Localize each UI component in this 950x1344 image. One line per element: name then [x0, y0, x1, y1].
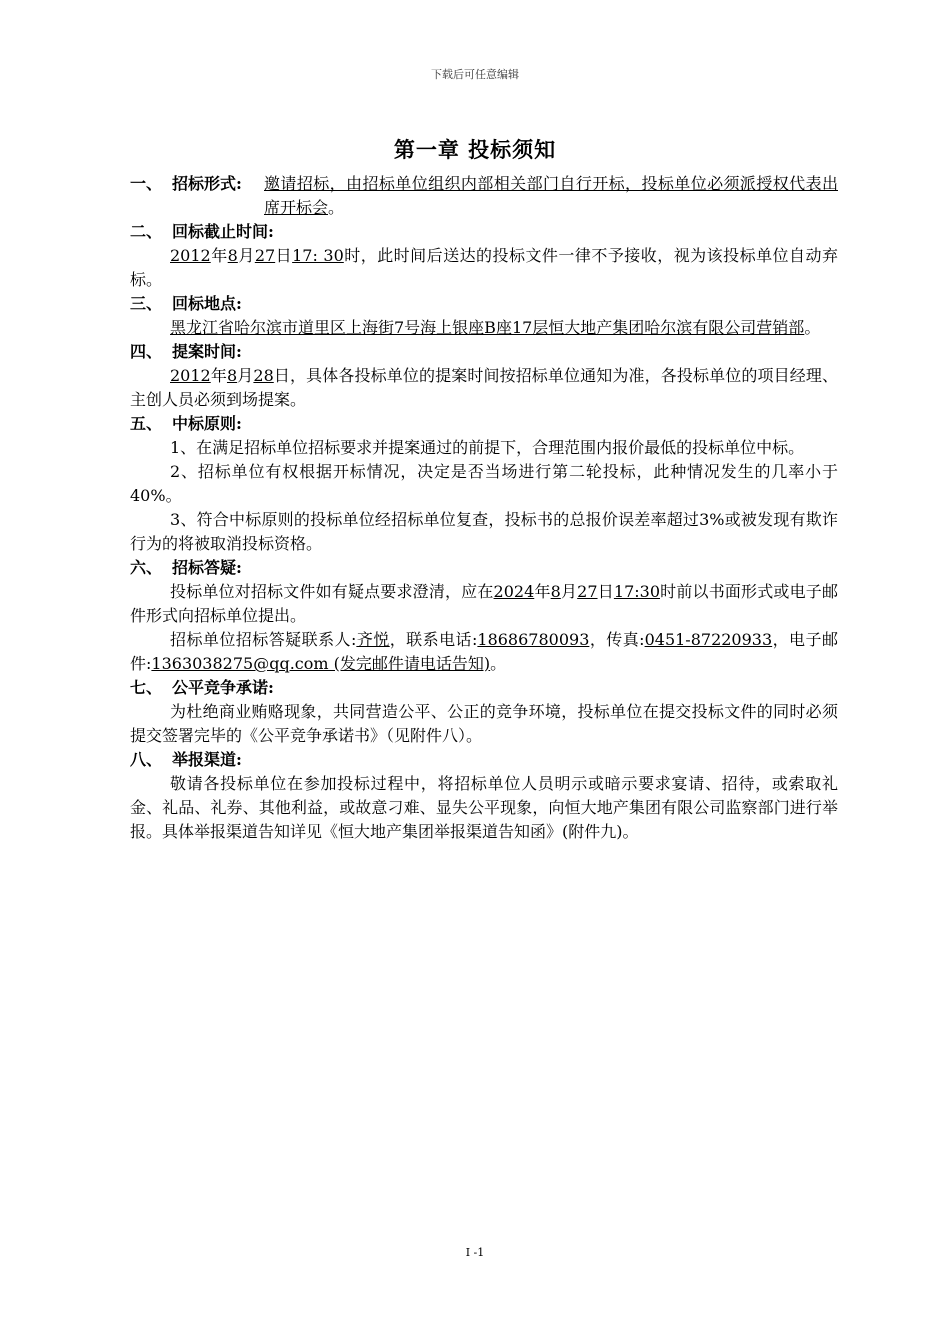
section-8-body: 敬请各投标单位在参加投标过程中，将招标单位人员明示或暗示要求宴请、招待，或索取礼金、礼品、礼券、其他利益，或故意刁难、显失公平现象，向恒大地产集团有限公司监察部门进行举报。具体举报渠道告知详见《恒大地产集团举报渠道告知函》(附件九)。 [130, 774, 838, 841]
download-note: 下载后可任意编辑 [431, 68, 519, 81]
section-6-heading: 六、 招标答疑: [130, 558, 242, 577]
section-5-item-1: 1、在满足招标单位招标要求并提案通过的前提下，合理范围内报价最低的投标单位中标。 [170, 438, 805, 457]
page-number: I -1 [465, 1246, 485, 1259]
section-5-item-2: 2、招标单位有权根据开标情况，决定是否当场进行第二轮投标，此种情况发生的几率小于40%。 [130, 462, 838, 505]
section-6-deadline: 投标单位对招标文件如有疑点要求澄清，应在2024年8月27日17:30时前以书面形式或电子邮件形式向招标单位提出。 [130, 582, 838, 625]
section-4-body: 2012年8月28日，具体各投标单位的提案时间按招标单位通知为准，各投标单位的项目经理、主创人员必须到场提案。 [130, 366, 838, 409]
chapter-title: 第一章 投标须知 [393, 137, 557, 162]
section-3-heading: 三、 回标地点: [130, 294, 242, 313]
section-1-heading: 一、 招标形式: [130, 174, 242, 193]
contact-person: 齐悦 [356, 630, 390, 649]
section-5-item-3: 3、符合中标原则的投标单位经招标单位复查，投标书的总报价误差率超过3%或被发现有欺诈行为的将被取消投标资格。 [130, 510, 838, 553]
section-1-body: 邀请招标，由招标单位组织内部相关部门自行开标，投标单位必须派授权代表出席开标会。 [264, 174, 838, 217]
contact-fax: 0451-87220933 [644, 630, 773, 649]
document-body [130, 172, 838, 844]
section-7-body: 为杜绝商业贿赂现象，共同营造公平、公正的竞争环境，投标单位在提交投标文件的同时必须提交签署完毕的《公平竞争承诺书》（见附件八）。 [130, 702, 838, 745]
section-3-body: 黑龙江省哈尔滨市道里区上海街7号海上银座B座17层恒大地产集团哈尔滨有限公司营销部。 [170, 318, 821, 337]
section-7-heading: 七、 公平竞争承诺: [130, 678, 274, 697]
section-5-heading: 五、 中标原则: [130, 414, 242, 433]
section-4-heading: 四、 提案时间: [130, 342, 242, 361]
contact-email[interactable]: 1363038275@qq.com (发完邮件请电话告知) [151, 654, 491, 673]
section-2-body: 2012年8月27日17: 30时，此时间后送达的投标文件一律不予接收，视为该投标单位自动弃标。 [130, 246, 838, 289]
section-8-heading: 八、 举报渠道: [130, 750, 242, 769]
section-6-contact: 招标单位招标答疑联系人:齐悦，联系电话:18686780093，传真:0451-87220933，电子邮件:1363038275@qq.com (发完邮件请电话告知)。 [130, 630, 838, 673]
section-2-heading: 二、 回标截止时间: [130, 222, 274, 241]
contact-phone: 18686780093 [477, 630, 590, 649]
